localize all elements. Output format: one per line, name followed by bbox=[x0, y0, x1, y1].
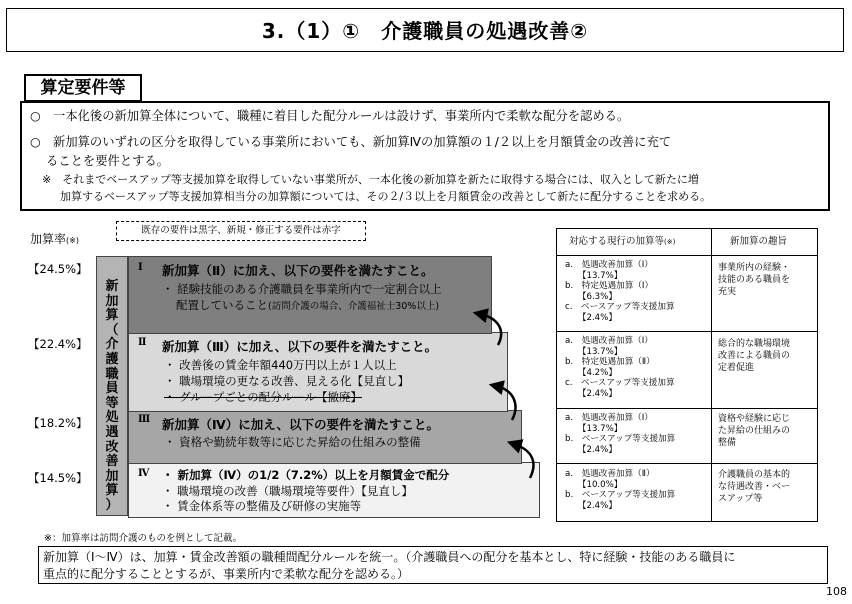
requirement-note-2: 加算するベースアップ等支援加算相当分の加算額については、その２/３以上を月額賃金の改善として新たに配分することを求める。 bbox=[60, 190, 712, 203]
vertical-label: 新 加 算 （ 介 護 職 員 等 処 遇 改 善 加 算 ） bbox=[105, 279, 119, 513]
table-row-4-purpose-cell bbox=[711, 463, 818, 522]
table-header-current: 対応する現行の加算等(※) bbox=[569, 236, 676, 247]
tier-1-heading: 新加算（Ⅱ）に加え、以下の要件を満たすこと。 bbox=[162, 263, 434, 278]
tier-3-item-1: ・ 資格や勤続年数等に応じた昇給の仕組みの整備 bbox=[164, 435, 421, 449]
table-row-4-purpose: 介護職員の基本的 な待遇改善・ベー スアップ等 bbox=[718, 470, 791, 504]
tier-4-item-1: ・ 新加算（Ⅳ）の1/2（7.2%）以上を月額賃金で配分 bbox=[162, 468, 450, 482]
table-row-3-current-cell bbox=[556, 408, 712, 464]
rate-tier-4: 【14.5%】 bbox=[28, 471, 88, 485]
tier-2-item-1: ・ 改善後の賃金年額440万円以上が１人以上 bbox=[164, 358, 397, 372]
rate-tier-2: 【22.4%】 bbox=[28, 337, 88, 351]
table-row-2-purpose-cell bbox=[711, 331, 818, 409]
table-row-3-current: a. 処遇改善加算（Ⅰ） 【13.7%】 b. ベースアップ等支援加算 【2.4%】 bbox=[565, 413, 676, 455]
page-number: 108 bbox=[826, 585, 847, 598]
table-row-4-current-cell bbox=[556, 463, 712, 522]
table-row-4-current: a. 処遇改善加算（Ⅱ） 【10.0%】 b. ベースアップ等支援加算 【2.4%】 bbox=[565, 469, 676, 511]
title-box bbox=[6, 8, 844, 52]
table-row-1-current-cell bbox=[556, 255, 712, 332]
arrow-tier4-to-tier3 bbox=[514, 444, 533, 478]
table-row-1-current: a. 処遇改善加算（Ⅰ） 【13.7%】 b. 特定処遇加算（Ⅰ） 【6.3%】 c. ベースアップ等支援加算 【2.4%】 bbox=[565, 260, 675, 323]
tier-4-number: Ⅳ bbox=[138, 468, 150, 479]
tier-3-number: Ⅲ bbox=[138, 414, 151, 425]
requirement-note-1: ※ それまでベースアップ等支援加算を取得していない事業所が、一本化後の新加算を新たに取得する場合には、収入として新たに増 bbox=[42, 173, 699, 186]
summary-line-1: 新加算（Ⅰ～Ⅳ）は、加算・賃金改善額の職種間配分ルールを統一。（介護職員への配分を基本とし、特に経験・技能のある職員に bbox=[43, 550, 736, 564]
tier-2-heading: 新加算（Ⅲ）に加え、以下の要件を満たすこと。 bbox=[162, 339, 438, 354]
table-row-2-current-cell bbox=[556, 331, 712, 409]
table-header-current-cell bbox=[556, 228, 712, 256]
tier-4-item-3: ・ 賃金体系等の整備及び研修の実施等 bbox=[162, 499, 362, 513]
page-title: 3.（1）① 介護職員の処遇改善② bbox=[261, 19, 589, 43]
tier-4-item-2: ・ 職場環境の改善（職場環境等要件）【見直し】 bbox=[162, 484, 413, 498]
requirement-line-1: ○ 一本化後の新加算全体について、職種に着目した配分ルールは設けず、事業所内で柔軟な配分を認める。 bbox=[30, 109, 630, 123]
tier-3-heading: 新加算（Ⅳ）に加え、以下の要件を満たすこと。 bbox=[162, 417, 439, 432]
current-addition-table bbox=[556, 228, 818, 522]
table-row-2-purpose: 総合的な職場環境 改善による職員の 定着促進 bbox=[718, 339, 791, 373]
table-header-purpose-cell bbox=[711, 228, 818, 256]
summary-box bbox=[38, 546, 828, 584]
requirement-line-2: ○ 新加算のいずれの区分を取得している事業所においても、新加算Ⅳの加算額の１/２以上を月額賃金の改善に充て bbox=[30, 135, 672, 149]
tier-1-item-2-note: (訪問介護の場合、介護福祉士30%以上) bbox=[268, 301, 440, 312]
tier-1-number: Ⅰ bbox=[138, 262, 143, 273]
tier-1-item-2-main: 配置していること bbox=[176, 298, 268, 312]
arrow-tier2-to-tier1 bbox=[480, 314, 501, 345]
summary-line-2: 重点的に配分することとするが、事業所内で柔軟な配分を認める。） bbox=[43, 567, 410, 581]
table-row-2-current: a. 処遇改善加算（Ⅰ） 【13.7%】 b. 特定処遇加算（Ⅱ） 【4.2%】 c. ベースアップ等支援加算 【2.4%】 bbox=[565, 336, 675, 399]
rate-tier-1: 【24.5%】 bbox=[28, 262, 88, 276]
tier-1-item-2 bbox=[176, 298, 439, 314]
rate-label-text: 加算率 bbox=[30, 232, 67, 246]
table-row-1-purpose-cell bbox=[711, 255, 818, 332]
rate-label bbox=[30, 230, 79, 247]
tier-1-item-1: ・ 経験技能のある介護職員を事業所内で一定割合以上 bbox=[162, 282, 442, 296]
arrows-graphic bbox=[440, 290, 560, 490]
tier-2-struck-item: ・ グループごとの配分ルール【撤廃】 bbox=[164, 390, 363, 404]
arrow-tier3-to-tier2 bbox=[496, 386, 515, 420]
rate-tier-3: 【18.2%】 bbox=[28, 416, 88, 430]
requirements-box bbox=[20, 101, 830, 211]
tier-2-number: Ⅱ bbox=[138, 337, 147, 348]
table-row-3-purpose-cell bbox=[711, 408, 818, 464]
requirement-line-3: ることを要件とする。 bbox=[46, 154, 169, 168]
table-header-purpose: 新加算の趣旨 bbox=[730, 236, 788, 247]
tier-2-item-2: ・ 職場環境の更なる改善、見える化【見直し】 bbox=[164, 374, 410, 388]
table-row-1-purpose: 事業所内の経験・ 技能のある職員を 充実 bbox=[718, 263, 791, 297]
footnote: ※：加算率は訪問介護のものを例として記載。 bbox=[44, 533, 242, 544]
legend-note: 既存の要件は黒字、新規・修正する要件は赤字 bbox=[116, 221, 366, 241]
table-row-3-purpose: 資格や経験に応じ た昇給の仕組みの 整備 bbox=[718, 414, 791, 448]
requirements-heading: 算定要件等 bbox=[24, 74, 142, 102]
rate-label-note: (※) bbox=[66, 236, 79, 245]
